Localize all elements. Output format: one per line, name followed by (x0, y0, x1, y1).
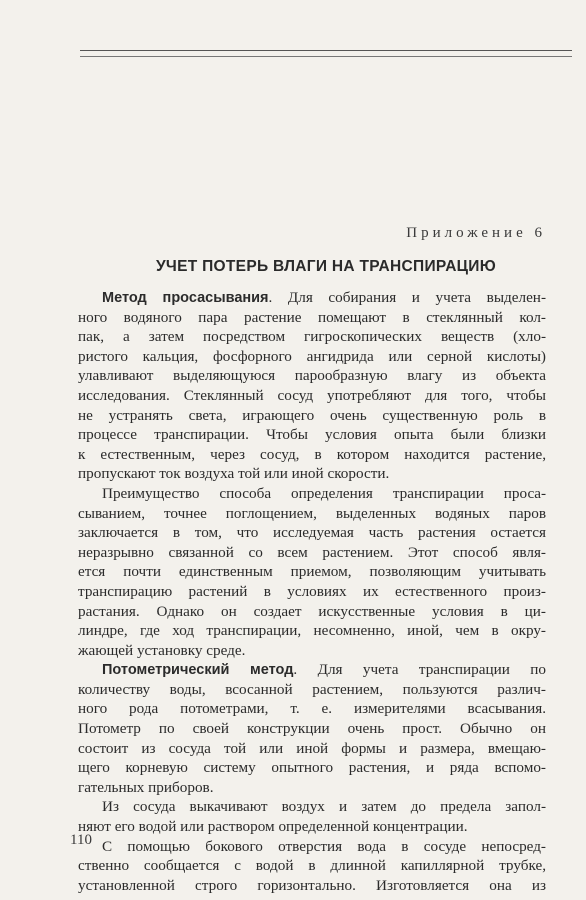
header-rule-top (80, 50, 572, 51)
text-line (78, 641, 546, 661)
line-text: С помощью бокового отверстия вода в сосуде непосред- (102, 837, 546, 855)
text-line (78, 562, 546, 582)
line-text: ного водяного пара растение помещают в стеклянный кол- (78, 308, 546, 326)
text-line (78, 602, 546, 622)
text-line (78, 288, 546, 308)
text-line (78, 327, 546, 347)
text-line (78, 543, 546, 563)
line-text: ется почти единственным приемом, позволяющим учитывать (78, 563, 546, 581)
text-line (78, 347, 546, 367)
method-heading: Метод просасывания (102, 290, 269, 306)
text-line (78, 582, 546, 602)
text-line (78, 817, 546, 837)
line-text: заключается в том, что исследуемая часть растения остается (78, 524, 546, 542)
line-text: исследования. Стеклянный сосуд употребляют для того, чтобы (78, 386, 546, 404)
line-text: улавливают выделяющуюся парообразную влагу из объекта (78, 367, 546, 385)
line-text: ного рода потометрами, т. е. измерителями всасывания. (78, 700, 546, 718)
text-line (78, 406, 546, 426)
text-line (78, 523, 546, 543)
text-line (78, 425, 546, 445)
text-line (78, 856, 546, 876)
header-rule-bottom (80, 56, 572, 57)
line-text: Потометр по своей конструкции очень прост. Обычно он (78, 720, 546, 738)
line-text: ственно сообщается с водой в длинной капиллярной трубке, (78, 857, 546, 875)
appendix-label: Приложение 6 (406, 225, 546, 241)
line-text: состоит из сосуда той или иной формы и размера, вмещаю- (78, 739, 546, 757)
text-line (78, 660, 546, 680)
method-heading: Потометрический метод (102, 662, 294, 679)
text-line (78, 797, 546, 817)
text-line (78, 758, 546, 778)
text-line (78, 778, 546, 798)
section-title: УЧЕТ ПОТЕРЬ ВЛАГИ НА ТРАНСПИРАЦИЮ (155, 258, 497, 275)
text-line (78, 464, 546, 484)
line-text: количеству воды, всосанной растением, пользуются различ- (78, 680, 546, 698)
text-line (78, 739, 546, 759)
line-text: гательных приборов. (78, 778, 214, 796)
line-text: установленной строго горизонтально. Изготовляется она из (78, 876, 546, 894)
text-line (78, 680, 546, 700)
line-text: Преимущество способа определения транспирации просa- (102, 484, 546, 502)
line-text: ристого кальция, фосфорного ангидрида или серной кислоты) (78, 347, 546, 365)
line-text: к естественным, через сосуд, в котором находится растение, (78, 445, 546, 463)
line-text: процессе транспирации. Чтобы условия опыта были близки (78, 426, 546, 444)
line-text: . Для учета транспирации по (293, 661, 546, 679)
line-text: не устранять света, играющего очень существенную роль в (78, 406, 546, 424)
line-text: сыванием, точнее поглощением, выделенных водяных паров (78, 504, 546, 522)
text-line (78, 366, 546, 386)
text-line (78, 719, 546, 739)
text-line (78, 445, 546, 465)
page-number: 110 (70, 832, 92, 848)
text-line (78, 699, 546, 719)
text-line (78, 308, 546, 328)
line-text: неразрывно связанной со всем растением. Этот способ явля- (78, 543, 546, 561)
line-text: . Для собирания и учета выделен- (268, 289, 546, 306)
text-line (78, 876, 546, 896)
line-text: няют его водой или раствором определенной концентрации. (78, 818, 468, 836)
line-text: щего корневую систему опытного растения, и ряда вспомо- (78, 759, 546, 777)
line-text: пропускают ток воздуха той или иной скорости. (78, 465, 390, 483)
line-text: растания. Однако он создает искусственные условия в ци- (78, 602, 546, 620)
text-line (78, 484, 546, 504)
line-text: пак, а затем посредством гигроскопических веществ (хло- (78, 328, 546, 346)
line-text: жающей установку среде. (78, 641, 246, 659)
text-line (78, 837, 546, 857)
line-text: Из сосуда выкачивают воздух и затем до предела запол- (102, 798, 546, 816)
text-line (78, 504, 546, 524)
line-text: транспирацию растений в условиях их естественного произ- (78, 582, 546, 600)
text-line (78, 621, 546, 641)
text-line (78, 386, 546, 406)
body-text (78, 288, 546, 895)
line-text: линдре, где ход транспирации, несомненно, иной, чем в окру- (78, 622, 546, 640)
